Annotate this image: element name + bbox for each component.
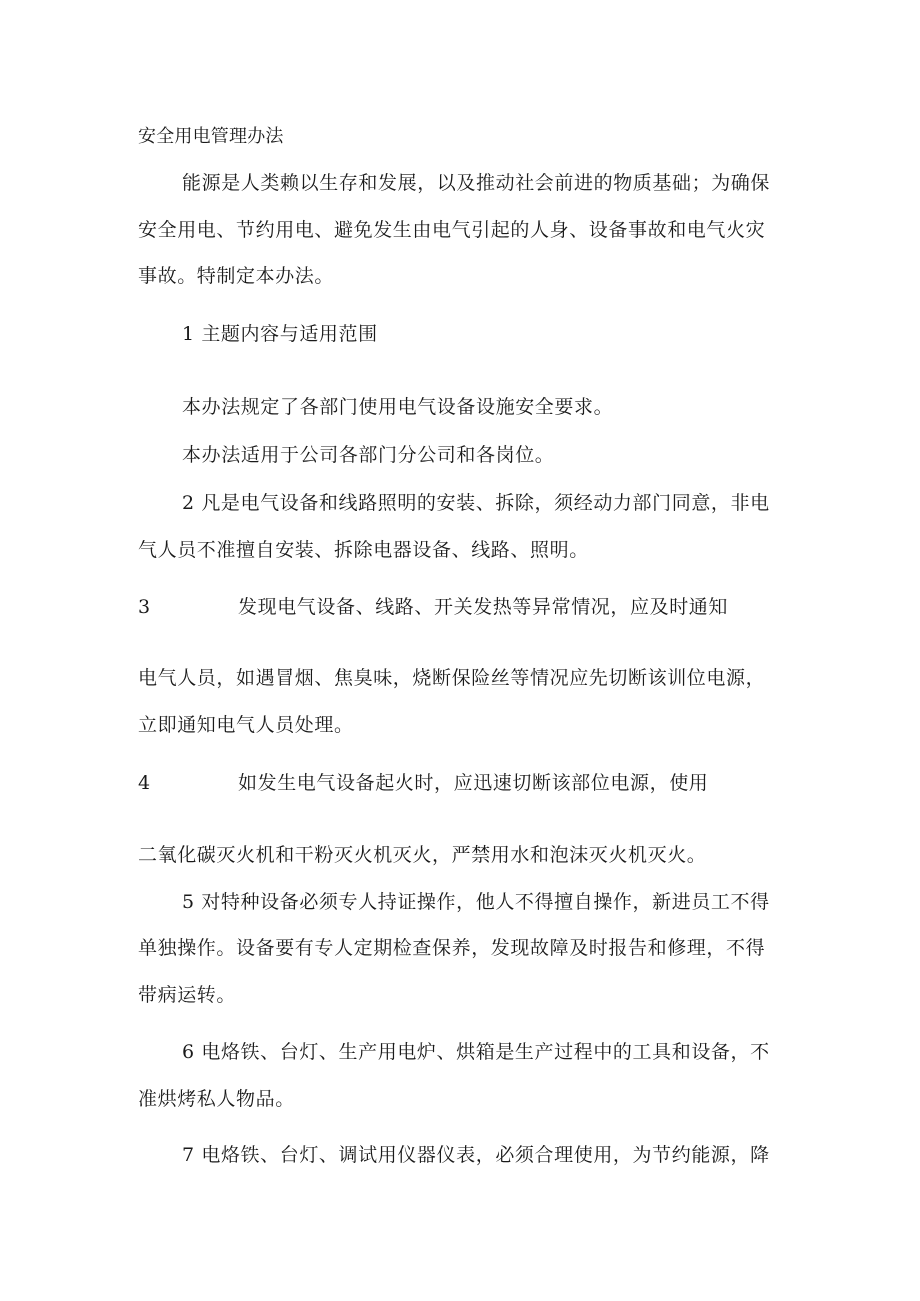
item-3-first-line: 发现电气设备、线路、开关发热等异常情况，应及时通知	[238, 596, 729, 618]
intro-line-1: 能源是人类赖以生存和发展，以及推动社会前进的物质基础；为确保	[182, 172, 771, 194]
item-2-line-2: 气人员不准擅自安装、拆除电器设备、线路、照明。	[138, 539, 589, 561]
item-5-line-2: 单独操作。设备要有专人定期检查保养，发现故障及时报告和修理，不得	[138, 937, 766, 959]
item-6-line-1: 6 电烙铁、台灯、生产用电炉、烘箱是生产过程中的工具和设备，不	[182, 1041, 770, 1063]
item-3-number: 3	[138, 596, 151, 618]
section-1-line-2: 本办法适用于公司各部门分公司和各岗位。	[182, 444, 555, 466]
item-4-number: 4	[138, 772, 151, 794]
intro-line-3: 事故。特制定本办法。	[138, 265, 335, 287]
item-4-first-line: 如发生电气设备起火时，应迅速切断该部位电源，使用	[238, 772, 709, 794]
section-1-heading: 1 主题内容与适用范围	[182, 323, 378, 345]
item-5-line-3: 带病运转。	[138, 984, 237, 1006]
intro-line-2: 安全用电、节约用电、避免发生由电气引起的人身、设备事故和电气火灾	[138, 219, 766, 241]
item-7-line-1: 7 电烙铁、台灯、调试用仪器仪表，必须合理使用，为节约能源，降	[182, 1144, 770, 1166]
item-2-line-1: 2 凡是电气设备和线路照明的安装、拆除，须经动力部门同意，非电	[182, 492, 770, 514]
item-3-line-3: 立即通知电气人员处理。	[138, 714, 354, 736]
item-4-line-2: 二氧化碳灭火机和干粉灭火机灭火，严禁用水和泡沫灭火机灭火。	[138, 844, 707, 866]
item-6-line-2: 准烘烤私人物品。	[138, 1088, 295, 1110]
section-1-line-1: 本办法规定了各部门使用电气设备设施安全要求。	[182, 396, 614, 418]
document-title: 安全用电管理办法	[138, 126, 284, 147]
item-5-line-1: 5 对特种设备必须专人持证操作，他人不得擅自操作，新进员工不得	[182, 891, 770, 913]
item-3-line-2: 电气人员，如遇冒烟、焦臭味，烧断保险丝等情况应先切断该训位电源，	[138, 667, 766, 689]
